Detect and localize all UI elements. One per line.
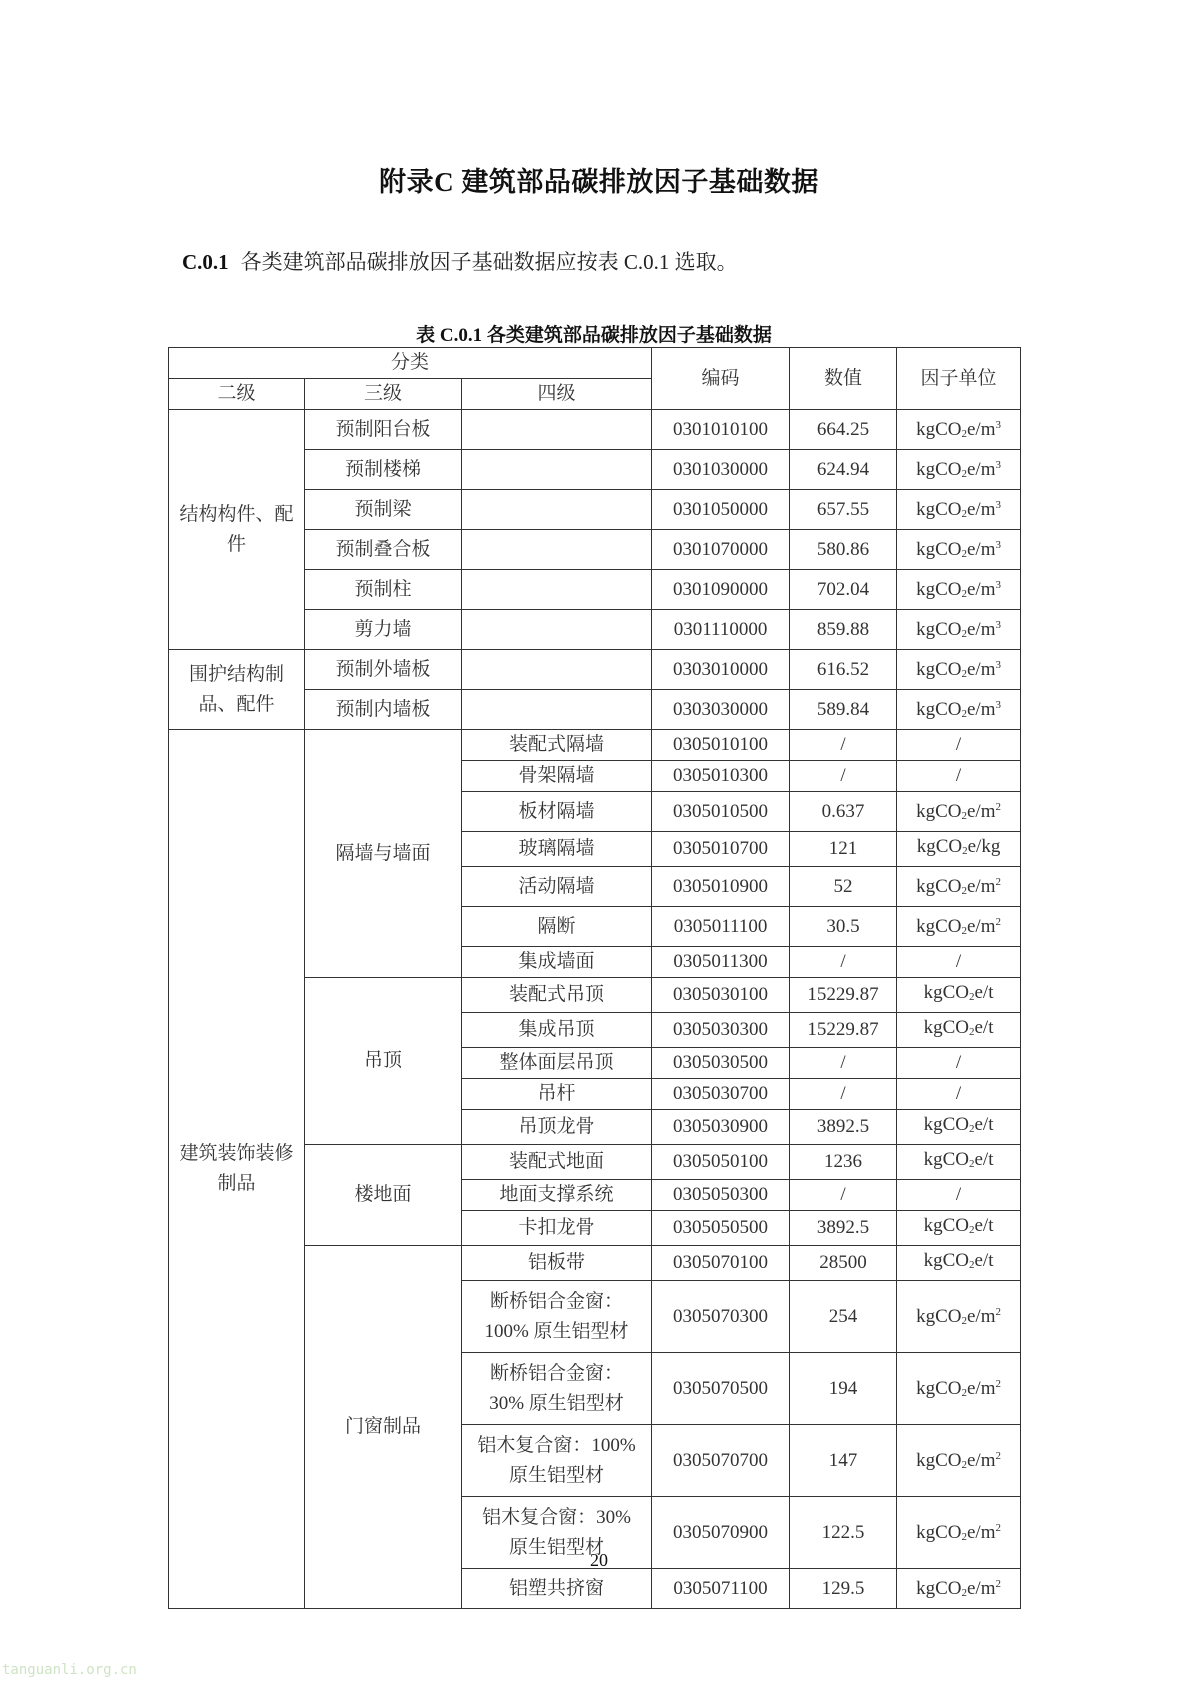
code-cell: 0301030000 xyxy=(652,450,790,490)
unit-cell: kgCO$_2$e/t xyxy=(897,1110,1021,1145)
level3-cell: 剪力墙 xyxy=(305,610,462,650)
value-cell: 147 xyxy=(790,1425,897,1497)
value-cell: 15229.87 xyxy=(790,1013,897,1048)
code-cell: 0305011100 xyxy=(652,907,790,947)
value-cell: 657.55 xyxy=(790,490,897,530)
unit-cell: kgCO$_2$e/t xyxy=(897,1145,1021,1180)
clause-text: 各类建筑部品碳排放因子基础数据应按表 C.0.1 选取。 xyxy=(240,250,738,274)
unit-cell: $kgCO_2e/m^2$ xyxy=(897,1281,1021,1353)
header-value: 数值 xyxy=(790,348,897,410)
code-cell: 0305070100 xyxy=(652,1246,790,1281)
level4-line-2: 原生铝型材 xyxy=(509,1536,605,1558)
level4-cell: 集成墙面 xyxy=(462,947,652,978)
value-cell: 121 xyxy=(790,832,897,867)
level4-cell xyxy=(462,690,652,730)
unit-cell: / xyxy=(897,761,1021,792)
page-title: 附录C 建筑部品碳排放因子基础数据 xyxy=(379,167,819,197)
value-cell: 1236 xyxy=(790,1145,897,1180)
code-cell: 0305050300 xyxy=(652,1180,790,1211)
level4-cell xyxy=(462,1281,652,1353)
table-row xyxy=(169,410,1021,450)
unit-cell: kgCO$_2$e/t xyxy=(897,1013,1021,1048)
header-row-1 xyxy=(169,348,1021,379)
level4-cell: 隔断 xyxy=(462,907,652,947)
value-cell: 3892.5 xyxy=(790,1110,897,1145)
level4-cell xyxy=(462,610,652,650)
code-cell: 0305010900 xyxy=(652,867,790,907)
level4-line-1: 断桥铝合金窗： xyxy=(490,1290,624,1312)
unit-cell: $kgCO_2e/m^2$ xyxy=(897,1497,1021,1569)
level4-cell: 吊杆 xyxy=(462,1079,652,1110)
unit-cell: / xyxy=(897,1180,1021,1211)
unit-cell: / xyxy=(897,947,1021,978)
unit-cell: kgCO$_2$e/kg xyxy=(897,832,1021,867)
level4-cell xyxy=(462,530,652,570)
value-cell: 3892.5 xyxy=(790,1211,897,1246)
code-cell: 0301050000 xyxy=(652,490,790,530)
level4-cell xyxy=(462,570,652,610)
unit-cell: kgCO$_2$e/t xyxy=(897,978,1021,1013)
unit-cell: kgCO$_2$e/t xyxy=(897,1246,1021,1281)
code-cell: 0303010000 xyxy=(652,650,790,690)
value-cell: / xyxy=(790,1180,897,1211)
unit-cell: $kgCO_2e/m^2$ xyxy=(897,1353,1021,1425)
unit-cell: $kgCO_2e/m^3$ xyxy=(897,450,1021,490)
value-cell: 702.04 xyxy=(790,570,897,610)
level4-cell xyxy=(462,410,652,450)
level3-group-cell: 隔墙与墙面 xyxy=(305,730,462,978)
unit-cell: $kgCO_2e/m^3$ xyxy=(897,690,1021,730)
unit-cell: $kgCO_2e/m^3$ xyxy=(897,410,1021,450)
level3-cell: 预制阳台板 xyxy=(305,410,462,450)
value-cell: 0.637 xyxy=(790,792,897,832)
level4-cell xyxy=(462,490,652,530)
unit-cell: $kgCO_2e/m^2$ xyxy=(897,1425,1021,1497)
level4-cell: 玻璃隔墙 xyxy=(462,832,652,867)
level4-cell: 吊顶龙骨 xyxy=(462,1110,652,1145)
level4-cell xyxy=(462,450,652,490)
unit-cell: $kgCO_2e/m^2$ xyxy=(897,867,1021,907)
header-level4: 四级 xyxy=(462,379,652,410)
value-cell: / xyxy=(790,730,897,761)
level4-line-2: 100% 原生铝型材 xyxy=(484,1320,629,1342)
unit-cell: $kgCO_2e/m^2$ xyxy=(897,792,1021,832)
value-cell: 624.94 xyxy=(790,450,897,490)
code-cell: 0305030300 xyxy=(652,1013,790,1048)
code-cell: 0301070000 xyxy=(652,530,790,570)
value-cell: 664.25 xyxy=(790,410,897,450)
carbon-factor-table xyxy=(168,347,1021,1609)
unit-cell: $kgCO_2e/m^3$ xyxy=(897,650,1021,690)
level4-cell: 集成吊顶 xyxy=(462,1013,652,1048)
level2-group-cell: 建筑装饰装修制品 xyxy=(169,730,305,1609)
value-cell: 30.5 xyxy=(790,907,897,947)
code-cell: 0305010700 xyxy=(652,832,790,867)
code-cell: 0301110000 xyxy=(652,610,790,650)
unit-cell: / xyxy=(897,1079,1021,1110)
value-cell: 859.88 xyxy=(790,610,897,650)
watermark: tanguanli.org.cn xyxy=(2,1662,137,1678)
code-cell: 0305011300 xyxy=(652,947,790,978)
unit-cell: $kgCO_2e/m^3$ xyxy=(897,490,1021,530)
code-cell: 0301090000 xyxy=(652,570,790,610)
clause-number: C.0.1 xyxy=(182,250,229,274)
header-code: 编码 xyxy=(652,348,790,410)
level4-cell: 卡扣龙骨 xyxy=(462,1211,652,1246)
level4-line-2: 原生铝型材 xyxy=(509,1464,605,1486)
value-cell: / xyxy=(790,1048,897,1079)
code-cell: 0305010100 xyxy=(652,730,790,761)
code-cell: 0305070500 xyxy=(652,1353,790,1425)
header-level2: 二级 xyxy=(169,379,305,410)
value-cell: 589.84 xyxy=(790,690,897,730)
table-row xyxy=(169,730,1021,761)
level2-group-cell: 围护结构制品、配件 xyxy=(169,650,305,730)
value-cell: 52 xyxy=(790,867,897,907)
unit-cell: $kgCO_2e/m^2$ xyxy=(897,907,1021,947)
code-cell: 0305070700 xyxy=(652,1425,790,1497)
code-cell: 0305030900 xyxy=(652,1110,790,1145)
level4-line-1: 铝木复合窗：30% xyxy=(482,1506,631,1528)
level3-cell: 预制柱 xyxy=(305,570,462,610)
level4-cell: 装配式隔墙 xyxy=(462,730,652,761)
value-cell: 616.52 xyxy=(790,650,897,690)
unit-cell: $kgCO_2e/m^2$ xyxy=(897,1569,1021,1609)
level4-cell: 装配式地面 xyxy=(462,1145,652,1180)
level3-cell: 预制外墙板 xyxy=(305,650,462,690)
code-cell: 0303030000 xyxy=(652,690,790,730)
unit-cell: $kgCO_2e/m^3$ xyxy=(897,570,1021,610)
code-cell: 0305030100 xyxy=(652,978,790,1013)
table-row xyxy=(169,650,1021,690)
level4-cell: 整体面层吊顶 xyxy=(462,1048,652,1079)
code-cell: 0305010300 xyxy=(652,761,790,792)
level4-line-1: 铝木复合窗：100% xyxy=(477,1434,636,1456)
value-cell: 194 xyxy=(790,1353,897,1425)
level3-group-cell: 楼地面 xyxy=(305,1145,462,1246)
value-cell: 580.86 xyxy=(790,530,897,570)
value-cell: 254 xyxy=(790,1281,897,1353)
code-cell: 0305030700 xyxy=(652,1079,790,1110)
value-cell: / xyxy=(790,1079,897,1110)
level4-cell: 铝塑共挤窗 xyxy=(462,1569,652,1609)
code-cell: 0305030500 xyxy=(652,1048,790,1079)
unit-cell: / xyxy=(897,1048,1021,1079)
header-category: 分类 xyxy=(169,348,652,379)
level3-cell: 预制楼梯 xyxy=(305,450,462,490)
value-cell: 28500 xyxy=(790,1246,897,1281)
code-cell: 0305050500 xyxy=(652,1211,790,1246)
table-caption: 表 C.0.1 各类建筑部品碳排放因子基础数据 xyxy=(416,325,772,346)
value-cell: / xyxy=(790,761,897,792)
level4-cell: 骨架隔墙 xyxy=(462,761,652,792)
code-cell: 0305071100 xyxy=(652,1569,790,1609)
unit-cell: / xyxy=(897,730,1021,761)
unit-cell: kgCO$_2$e/t xyxy=(897,1211,1021,1246)
code-cell: 0301010100 xyxy=(652,410,790,450)
level4-cell xyxy=(462,1425,652,1497)
level3-cell: 预制内墙板 xyxy=(305,690,462,730)
level4-cell xyxy=(462,650,652,690)
level3-group-cell: 门窗制品 xyxy=(305,1246,462,1609)
page-number: 20 xyxy=(590,1550,608,1570)
level4-cell: 地面支撑系统 xyxy=(462,1180,652,1211)
level4-cell: 装配式吊顶 xyxy=(462,978,652,1013)
level4-line-1: 断桥铝合金窗： xyxy=(490,1362,624,1384)
header-level3: 三级 xyxy=(305,379,462,410)
level3-cell: 预制叠合板 xyxy=(305,530,462,570)
code-cell: 0305010500 xyxy=(652,792,790,832)
level4-cell xyxy=(462,1353,652,1425)
level2-group-cell: 结构构件、配件 xyxy=(169,410,305,650)
value-cell: 129.5 xyxy=(790,1569,897,1609)
level4-cell: 板材隔墙 xyxy=(462,792,652,832)
code-cell: 0305070300 xyxy=(652,1281,790,1353)
code-cell: 0305050100 xyxy=(652,1145,790,1180)
level4-line-2: 30% 原生铝型材 xyxy=(489,1392,624,1414)
value-cell: 122.5 xyxy=(790,1497,897,1569)
level3-cell: 预制梁 xyxy=(305,490,462,530)
value-cell: / xyxy=(790,947,897,978)
level4-cell: 活动隔墙 xyxy=(462,867,652,907)
unit-cell: $kgCO_2e/m^3$ xyxy=(897,530,1021,570)
header-unit: 因子单位 xyxy=(897,348,1021,410)
clause-paragraph xyxy=(182,246,738,276)
unit-cell: $kgCO_2e/m^3$ xyxy=(897,610,1021,650)
value-cell: 15229.87 xyxy=(790,978,897,1013)
level3-group-cell: 吊顶 xyxy=(305,978,462,1145)
level4-cell: 铝板带 xyxy=(462,1246,652,1281)
code-cell: 0305070900 xyxy=(652,1497,790,1569)
